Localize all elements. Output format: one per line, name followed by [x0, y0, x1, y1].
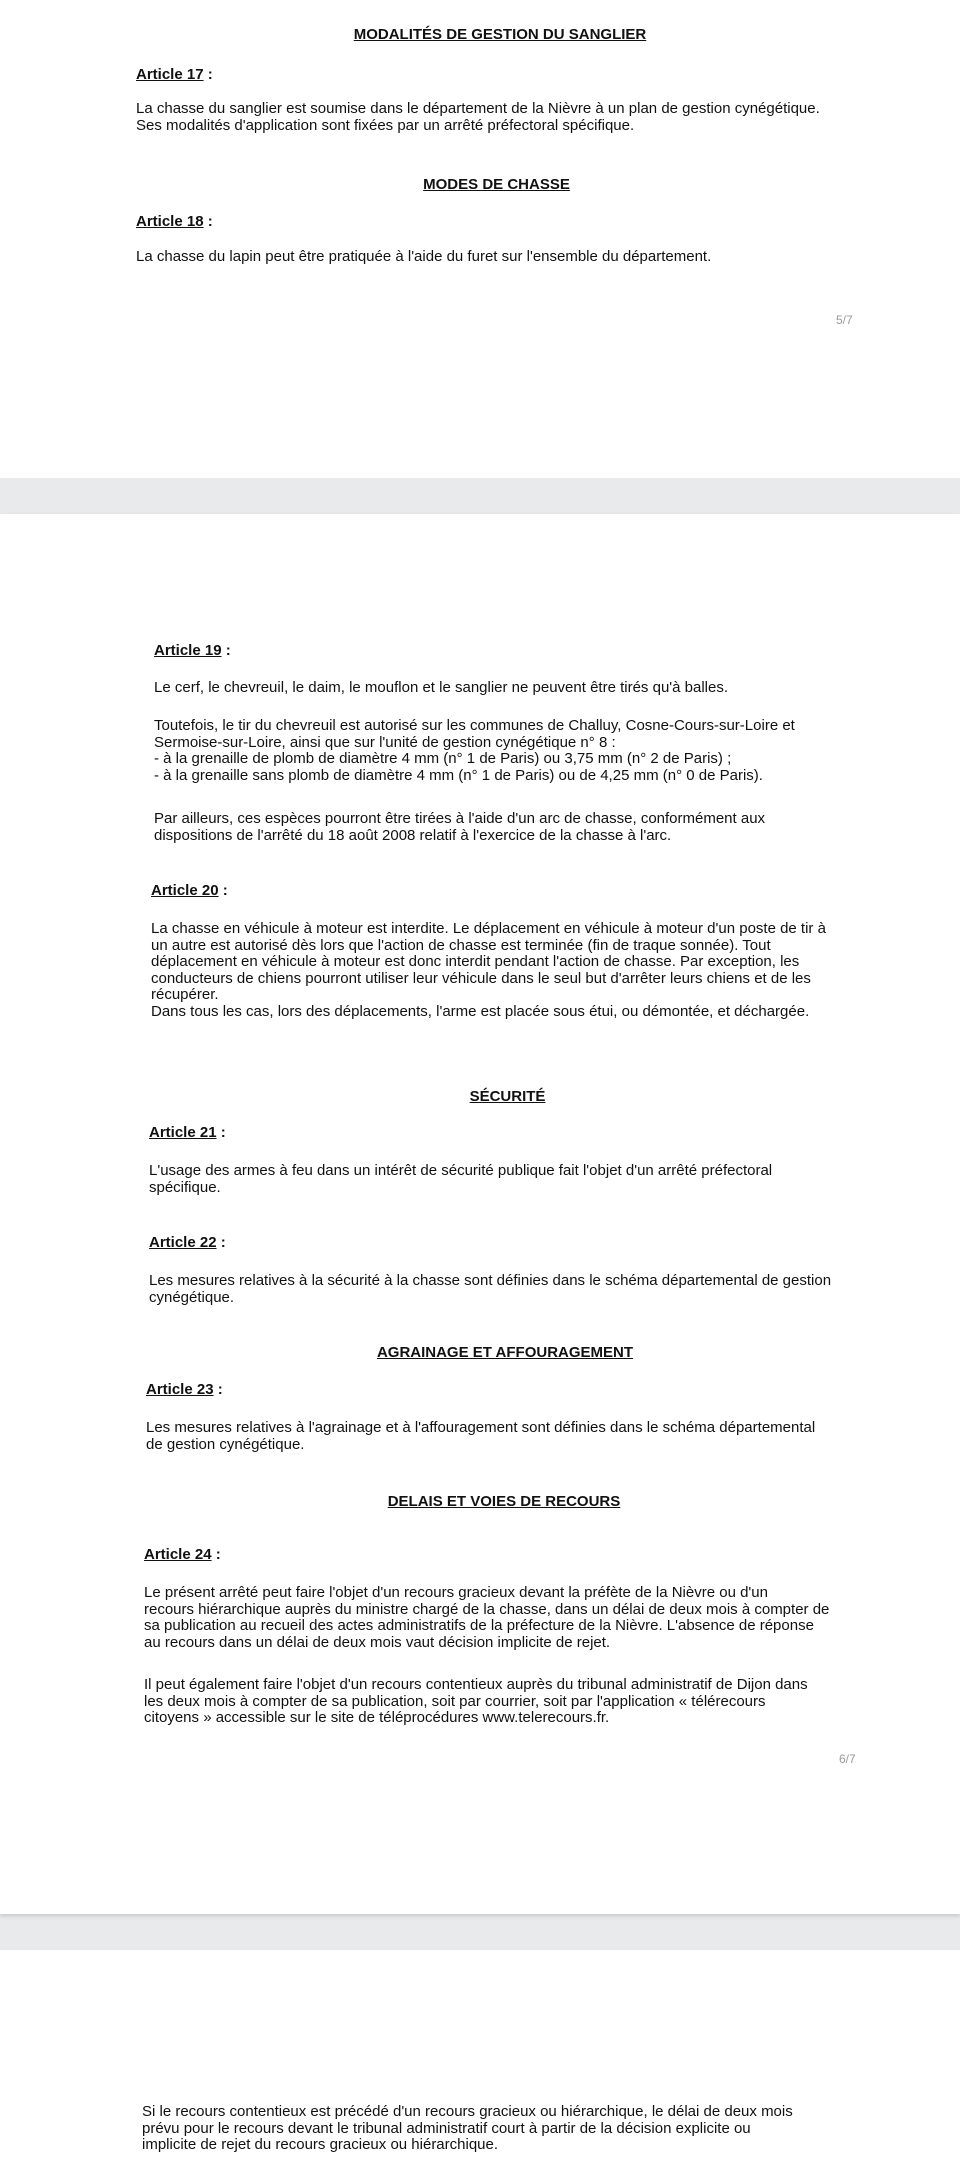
article-20-line: un autre est autorisé dès lors que l'action de chasse est terminée (fin de traque sonnée). Tout [151, 936, 771, 954]
article-20-label: Article 20 [151, 882, 219, 899]
article-17-text [136, 101, 856, 134]
article-19-line: Toutefois, le tir du chevreuil est autorisé sur les communes de Challuy, Cosne-Cours-sur-Loire et [154, 717, 795, 734]
article-24-line: sa publication au recueil des actes administratifs de la préfecture de la Nièvre. L'absence de réponse [144, 1617, 814, 1634]
article-22-line: cynégétique. [149, 1288, 235, 1306]
article-24-label: Article 24 [144, 1546, 212, 1563]
article-24-paragraph-1 [144, 1585, 860, 1651]
article-20-line: La chasse en véhicule à moteur est interdite. Le déplacement en véhicule à moteur d'un poste de tir à [151, 920, 826, 937]
article-21-line: L'usage des armes à feu dans un intérêt de sécurité publique fait l'objet d'un arrêté préfectoral [149, 1162, 773, 1179]
article-19-line: Le cerf, le chevreuil, le daim, le mouflon et le sanglier ne peuvent être tirés qu'à balles. [154, 679, 729, 696]
article-18-colon: : [203, 213, 213, 230]
article-17-title [136, 66, 213, 83]
article-24-line: recours hiérarchique auprès du ministre chargé de la chasse, dans un délai de deux mois à compter de [144, 1600, 830, 1618]
section-heading-sanglier: MODALITÉS DE GESTION DU SANGLIER [353, 26, 647, 43]
page-number: 6/7 [839, 1752, 856, 1766]
page-7-line: implicite de rejet du recours gracieux ou hiérarchique. [142, 2136, 499, 2153]
article-24-colon: : [211, 1546, 221, 1563]
article-20-line: récupérer. [151, 986, 219, 1003]
article-18-text [136, 249, 856, 266]
article-24-line: citoyens » accessible sur le site de téléprocédures www.telerecours.fr. [144, 1709, 610, 1726]
page-number: 5/7 [836, 313, 853, 327]
article-19-line: - à la grenaille sans plomb de diamètre 4 mm (n° 1 de Paris) ou de 4,25 mm (n° 0 de Paris). [154, 766, 763, 784]
article-24-line: Le présent arrêté peut faire l'objet d'un recours gracieux devant la préfète de la Nièvre ou d'un [144, 1584, 768, 1601]
article-21-title [149, 1124, 226, 1141]
article-22-text [149, 1273, 861, 1306]
article-23-label: Article 23 [146, 1381, 214, 1398]
article-19-label: Article 19 [154, 642, 222, 659]
article-18-title [136, 213, 213, 230]
section-heading-securite: SÉCURITÉ [469, 1088, 546, 1105]
article-24-line: Il peut également faire l'objet d'un recours contentieux auprès du tribunal administratif de Dijon dans [144, 1676, 808, 1693]
article-19-paragraph-1 [154, 680, 864, 697]
article-23-title [146, 1381, 223, 1398]
article-20-text [151, 921, 863, 1020]
article-24-paragraph-2 [144, 1677, 860, 1727]
page-7-line: Si le recours contentieux est précédé d'un recours gracieux ou hiérarchique, le délai de deux mois [142, 2103, 793, 2120]
article-23-text [146, 1420, 860, 1453]
article-17-colon: : [203, 66, 213, 83]
article-17-line: La chasse du sanglier est soumise dans le département de la Nièvre à un plan de gestion cynégétique. [136, 100, 820, 117]
page-7-text [142, 2104, 858, 2154]
article-18-line: La chasse du lapin peut être pratiquée à l'aide du furet sur l'ensemble du département. [136, 248, 712, 265]
article-24-line: les deux mois à compter de sa publication, soit par courrier, soit par l'application « télérecours [144, 1692, 766, 1710]
article-20-line: conducteurs de chiens pourront utiliser leur véhicule dans le seul but d'arrêter leurs chiens et de les [151, 969, 811, 987]
page-7-line: prévu pour le recours devant le tribunal administratif court à partir de la décision explicite ou [142, 2119, 751, 2137]
article-19-line: - à la grenaille de plomb de diamètre 4 mm (n° 1 de Paris) ou 3,75 mm (n° 2 de Paris) ; [154, 750, 732, 767]
document-page-7 [0, 1950, 960, 2171]
article-22-label: Article 22 [149, 1234, 217, 1251]
article-19-paragraph-3 [154, 811, 864, 844]
section-heading-modes: MODES DE CHASSE [423, 176, 570, 193]
article-22-title [149, 1234, 226, 1251]
document-page-6 [0, 514, 960, 1914]
article-21-line: spécifique. [149, 1178, 221, 1196]
article-24-line: au recours dans un délai de deux mois vaut décision implicite de rejet. [144, 1633, 611, 1651]
article-23-line: de gestion cynégétique. [146, 1435, 305, 1453]
document-page-5 [0, 0, 960, 478]
article-21-label: Article 21 [149, 1124, 217, 1141]
article-21-colon: : [216, 1124, 226, 1141]
article-20-line: déplacement en véhicule à moteur est donc interdit pendant l'action de chasse. Par exception, les [151, 953, 800, 970]
section-heading-agrainage: AGRAINAGE ET AFFOURAGEMENT [376, 1344, 634, 1361]
article-19-colon: : [221, 642, 231, 659]
article-19-line: dispositions de l'arrêté du 18 août 2008 relatif à l'exercice de la chasse à l'arc. [154, 826, 672, 844]
article-19-paragraph-2 [154, 718, 864, 784]
article-20-title [151, 882, 228, 899]
article-18-label: Article 18 [136, 213, 204, 230]
article-20-line: Dans tous les cas, lors des déplacements, l'arme est placée sous étui, ou démontée, et déchargée. [151, 1002, 810, 1020]
article-24-title [144, 1546, 221, 1563]
article-19-line: Par ailleurs, ces espèces pourront être tirées à l'aide d'un arc de chasse, conformément aux [154, 810, 766, 827]
article-21-text [149, 1163, 861, 1196]
article-20-colon: : [218, 882, 228, 899]
article-17-label: Article 17 [136, 66, 204, 83]
article-17-line: Ses modalités d'application sont fixées par un arrêté préfectoral spécifique. [136, 116, 635, 134]
article-19-line: Sermoise-sur-Loire, ainsi que sur l'unité de gestion cynégétique n° 8 : [154, 733, 616, 751]
article-23-colon: : [213, 1381, 223, 1398]
article-19-title [154, 642, 231, 659]
section-heading-recours: DELAIS ET VOIES DE RECOURS [387, 1493, 621, 1510]
article-23-line: Les mesures relatives à l'agrainage et à l'affouragement sont définies dans le schéma départemental [146, 1419, 816, 1436]
article-22-colon: : [216, 1234, 226, 1251]
article-22-line: Les mesures relatives à la sécurité à la chasse sont définies dans le schéma départemental de gestion [149, 1272, 832, 1289]
